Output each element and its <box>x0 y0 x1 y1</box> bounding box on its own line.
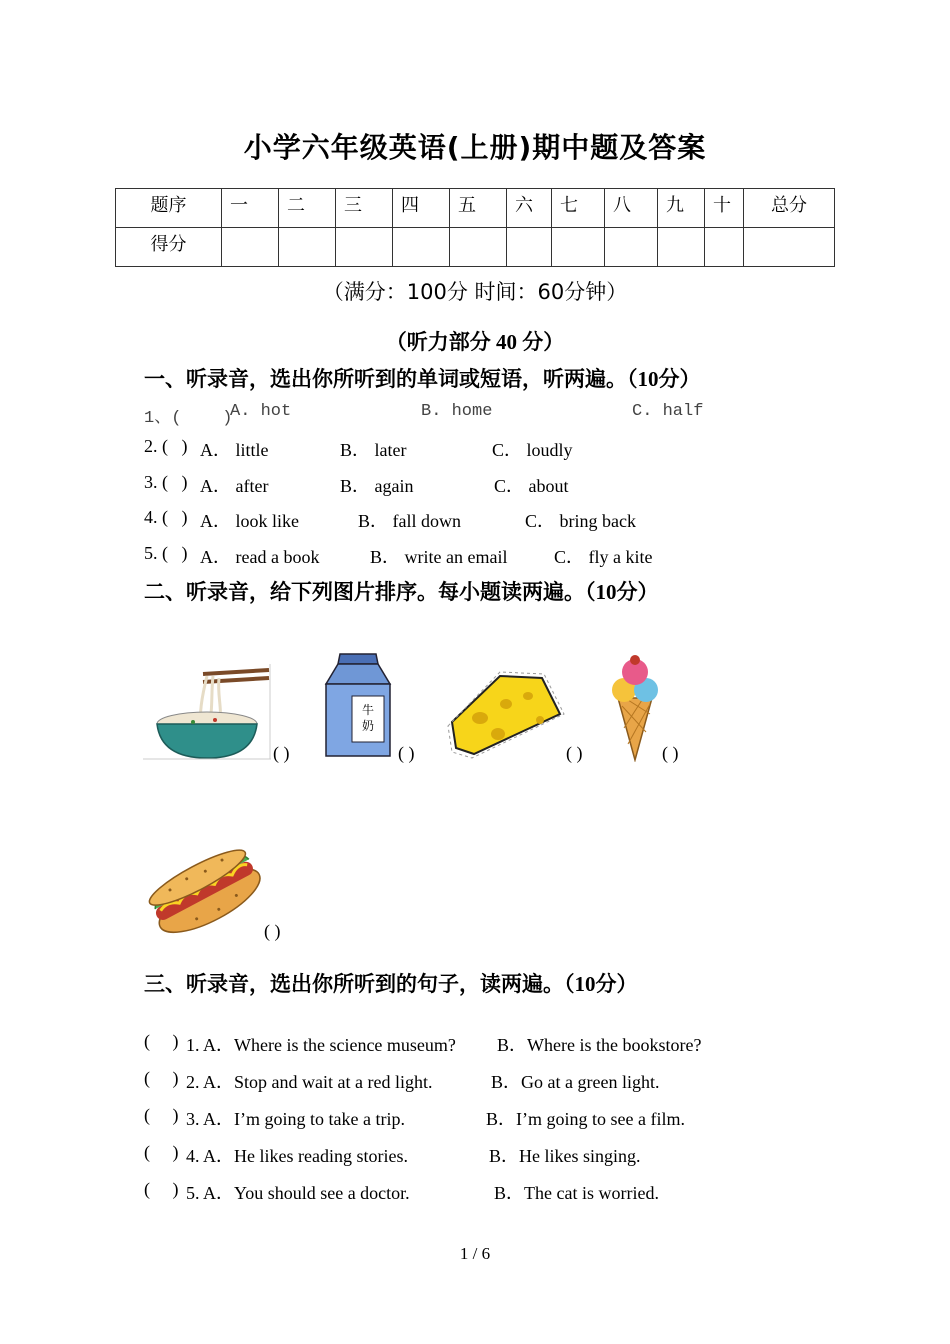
order-blank[interactable]: ( ) <box>273 743 290 763</box>
score-input-cell[interactable] <box>705 228 744 267</box>
option-b: B．He likes singing. <box>489 1146 641 1166</box>
question-number[interactable]: 5. ( ) <box>144 543 188 563</box>
table-cell: 二 <box>279 189 336 228</box>
table-cell: 三 <box>336 189 393 228</box>
order-blank[interactable]: ( ) <box>662 743 679 763</box>
question-row <box>144 402 864 426</box>
option-c: C． fly a kite <box>554 547 653 567</box>
option-b: B. home <box>421 402 493 421</box>
option-c: C． bring back <box>525 511 636 531</box>
option-a: 1. A．Where is the science museum? <box>186 1035 456 1055</box>
score-input-cell[interactable] <box>279 228 336 267</box>
cheese-icon <box>444 668 566 760</box>
question-number[interactable]: 3. ( ) <box>144 472 188 492</box>
question-number[interactable]: 4. ( ) <box>144 507 188 527</box>
answer-blank[interactable]: ( ) <box>144 1031 179 1051</box>
sentence-row <box>144 1142 864 1166</box>
option-b: B． fall down <box>358 511 461 531</box>
score-input-cell[interactable] <box>744 228 835 267</box>
sentence-row <box>144 1068 864 1092</box>
option-b: B． write an email <box>370 547 508 567</box>
option-a: A． after <box>200 476 269 496</box>
question-row <box>144 436 864 460</box>
option-c: C． about <box>494 476 569 496</box>
option-a: A. hot <box>230 402 292 421</box>
option-a: A． look like <box>200 511 299 531</box>
table-cell: 九 <box>658 189 705 228</box>
question-row <box>144 543 864 567</box>
hot-dog-icon <box>144 832 264 940</box>
option-a: 3. A．I’m going to take a trip. <box>186 1109 405 1129</box>
page-title: 小学六年级英语(上册)期中题及答案 <box>243 131 707 164</box>
listening-header: （听力部分 40 分） <box>385 330 565 354</box>
table-cell: 五 <box>450 189 507 228</box>
option-a: A． little <box>200 440 269 460</box>
table-cell: 十 <box>705 189 744 228</box>
exam-subtitle: （满分：100分 时间：60分钟） <box>322 280 628 304</box>
ice-cream-icon <box>606 652 664 762</box>
order-blank[interactable]: ( ) <box>566 743 583 763</box>
score-table-header-row <box>116 189 835 228</box>
answer-blank[interactable]: ( ) <box>144 1105 179 1125</box>
answer-blank[interactable]: ( ) <box>144 1179 179 1199</box>
sentence-row <box>144 1179 864 1203</box>
milk-carton-icon <box>322 650 394 760</box>
question-row <box>144 472 864 496</box>
score-input-cell[interactable] <box>658 228 705 267</box>
score-table <box>115 188 835 267</box>
table-cell: 一 <box>222 189 279 228</box>
order-blank[interactable]: ( ) <box>264 921 281 941</box>
score-input-cell[interactable] <box>450 228 507 267</box>
order-blank[interactable]: ( ) <box>398 743 415 763</box>
option-a: 2. A．Stop and wait at a red light. <box>186 1072 433 1092</box>
option-b: B．I’m going to see a film. <box>486 1109 685 1129</box>
table-cell: 四 <box>393 189 450 228</box>
option-a: 5. A．You should see a doctor. <box>186 1183 410 1203</box>
page-number: 1 / 6 <box>459 1244 491 1263</box>
option-b: B．Where is the bookstore? <box>497 1035 702 1055</box>
milk-label-char: 奶 <box>361 719 375 733</box>
question-number[interactable]: 2. ( ) <box>144 436 188 456</box>
score-input-cell[interactable] <box>507 228 552 267</box>
score-table-score-row <box>116 228 835 267</box>
answer-blank[interactable]: ( ) <box>144 1068 179 1088</box>
option-b: B．Go at a green light. <box>491 1072 660 1092</box>
option-a: A． read a book <box>200 547 320 567</box>
option-a: 4. A．He likes reading stories. <box>186 1146 408 1166</box>
option-c: C. half <box>632 402 704 421</box>
option-b: B．The cat is worried. <box>494 1183 659 1203</box>
sentence-row <box>144 1105 864 1129</box>
table-cell: 八 <box>605 189 658 228</box>
question-row <box>144 507 864 531</box>
score-input-cell[interactable] <box>336 228 393 267</box>
answer-blank[interactable]: ( ) <box>144 1142 179 1162</box>
sentence-row <box>144 1031 864 1055</box>
score-input-cell[interactable] <box>222 228 279 267</box>
option-b: B． again <box>340 476 414 496</box>
milk-label-char: 牛 <box>361 703 375 717</box>
table-cell: 得分 <box>116 228 222 267</box>
score-input-cell[interactable] <box>552 228 605 267</box>
question-number[interactable]: 1、( ) <box>144 409 233 428</box>
table-cell: 题序 <box>116 189 222 228</box>
option-c: C． loudly <box>492 440 573 460</box>
option-b: B． later <box>340 440 407 460</box>
noodle-bowl-icon <box>143 662 271 760</box>
score-input-cell[interactable] <box>393 228 450 267</box>
section2-heading: 二、听录音，给下列图片排序。每小题读两遍。（10分） <box>144 580 659 604</box>
score-input-cell[interactable] <box>605 228 658 267</box>
table-cell: 总分 <box>744 189 835 228</box>
table-cell: 六 <box>507 189 552 228</box>
section1-heading: 一、听录音，选出你所听到的单词或短语，听两遍。（10分） <box>144 367 701 391</box>
table-cell: 七 <box>552 189 605 228</box>
section3-heading: 三、听录音，选出你所听到的句子，读两遍。（10分） <box>144 972 638 996</box>
